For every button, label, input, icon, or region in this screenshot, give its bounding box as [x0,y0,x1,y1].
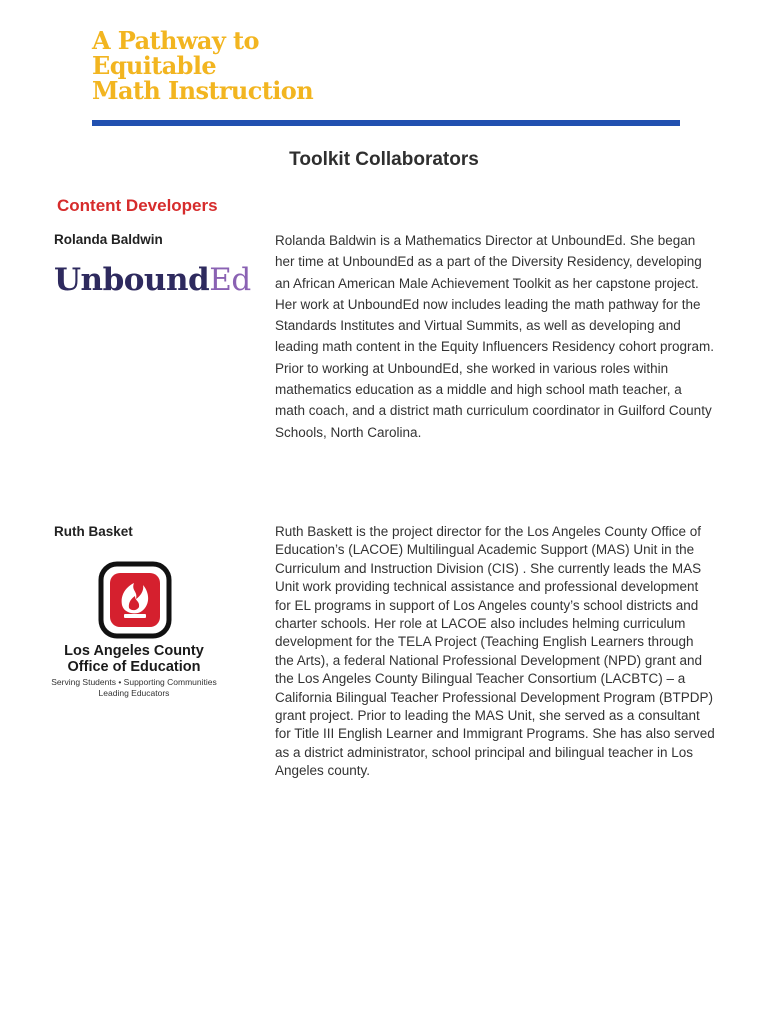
lacoe-tagline: Serving Students • Supporting Communities [51,677,217,687]
document-title [92,28,313,103]
collaborator-name: Ruth Basket [54,524,133,539]
lacoe-emblem-icon [98,561,172,639]
title-line: Math Instruction [92,76,314,105]
lacoe-tagline: Leading Educators [98,688,170,698]
section-title: Content Developers [57,196,218,215]
logo-text: Ed [209,262,251,298]
collaborator-bio: Ruth Baskett is the project director for the Los Angeles County Office of Education’s (LACOE) Multilingual Academic Support (MAS) Unit in the Curriculum and Instruction Division (CIS) . She currently leads the MAS Unit work providing technical assistance and professional development for EL programs in support of Los Angeles county’s school districts and charter schools. Her role at LACOE also includes helming curriculum development for the TELA Project (Teaching English Learners through the Arts), a federal National Professional Development (NPD) grant and the Los Angeles County Bilingual Teacher Consortium (LACBTC) – a California Bilingual Teacher Professional Development Program (BTPDP) grant project. Prior to leading the MAS Unit, she served as a consultant for Title III English Learner and Immigrant Programs. She has also served as a district administrator, school principal and bilingual teacher in Los Angeles county. [275,524,715,779]
lacoe-logo-name: Los Angeles County [64,643,204,659]
title-line: Equitable [92,51,217,80]
title-line: A Pathway to [92,26,259,55]
collaborator-name: Rolanda Baldwin [54,232,163,247]
unbounded-logo [54,262,251,298]
page-heading: Toolkit Collaborators [289,149,479,170]
logo-text: Unbound [54,262,210,298]
lacoe-logo-name: Office of Education [67,659,201,675]
header-divider [92,120,680,126]
collaborator-bio: Rolanda Baldwin is a Mathematics Director at UnboundEd. She began her time at UnboundEd as a part of the Diversity Residency, developing an African American Male Achievement Toolkit as her capstone project. Her work at UnboundEd now includes leading the math pathway for the Standards Institutes and Virtual Summits, as well as developing and leading math content in the Equity Influencers Residency cohort program. Prior to working at UnboundEd, she worked in various roles within mathematics education as a middle and high school math teacher, a math coach, and a district math curriculum coordinator in Guilford County Schools, North Carolina. [275,233,714,440]
